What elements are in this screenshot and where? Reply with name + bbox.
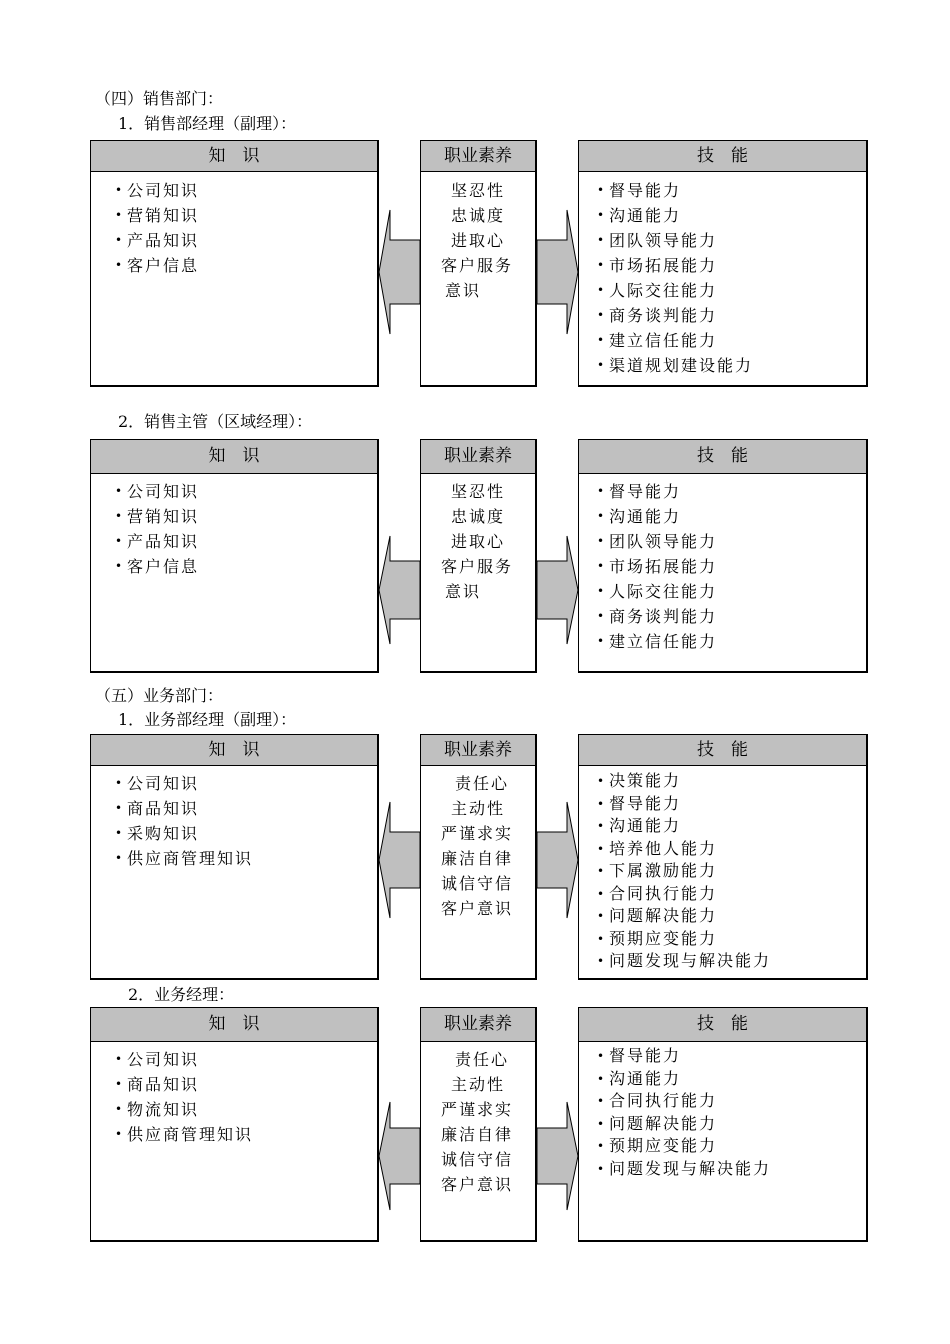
list-item: 忠诚度 [451,507,506,526]
list-item: 坚忍性 [451,482,506,501]
list-item: 责任心 [455,1050,510,1069]
subheading-business-dept-manager: 1．业务部经理（副理）： [118,710,297,729]
list-item: • 人际交往能力 [597,278,866,303]
list-item: • 物流知识 [115,1097,377,1122]
list-item: • 问题发现与解决能力 [597,950,866,973]
list-item: • 沟通能力 [597,504,866,529]
list-item: • 督导能力 [597,178,866,203]
left-arrow-icon [376,1100,422,1212]
list-item: • 采购知识 [115,821,377,846]
skills-box [578,1007,868,1242]
skills-box [578,734,868,980]
skills-list [597,770,866,973]
knowledge-list [115,178,377,278]
quality-box [420,140,537,387]
list-item: 进取心 [451,532,506,551]
knowledge-box [90,140,379,387]
list-item: • 商务谈判能力 [597,303,866,328]
skills-list [597,178,866,378]
quality-header: 职业素养 [421,1008,535,1042]
list-item: • 问题解决能力 [597,1113,866,1136]
list-item: • 决策能力 [597,770,866,793]
list-item: • 预期应变能力 [597,1135,866,1158]
list-item: • 商品知识 [115,796,377,821]
list-item: • 客户信息 [115,554,377,579]
skills-list [597,1045,866,1180]
skills-header: 技 能 [579,440,866,474]
knowledge-list [115,479,377,579]
list-item: 客户服务 [441,557,514,576]
skills-box [578,439,868,673]
knowledge-box [90,734,379,980]
list-item: • 公司知识 [115,479,377,504]
list-item: 廉洁自律 [441,849,514,868]
quality-header: 职业素养 [421,735,535,766]
list-item: • 督导能力 [597,1045,866,1068]
right-arrow-icon [535,1100,581,1212]
list-item: • 培养他人能力 [597,838,866,861]
list-item: • 公司知识 [115,1047,377,1072]
left-arrow-icon [376,800,422,920]
knowledge-header: 知 识 [91,1008,377,1042]
list-item: • 产品知识 [115,228,377,253]
right-arrow-icon [535,208,581,336]
knowledge-header: 知 识 [91,440,377,474]
list-item: • 营销知识 [115,203,377,228]
list-item: 严谨求实 [441,1100,514,1119]
list-item: • 人际交往能力 [597,579,866,604]
quality-list [441,178,535,303]
quality-box [420,734,537,980]
list-item: • 团队领导能力 [597,228,866,253]
list-item: • 市场拓展能力 [597,554,866,579]
list-item: • 建立信任能力 [597,629,866,654]
quality-box [420,1007,537,1242]
list-item: • 预期应变能力 [597,928,866,951]
list-item: • 产品知识 [115,529,377,554]
quality-header: 职业素养 [421,440,535,474]
list-item: • 商务谈判能力 [597,604,866,629]
list-item: • 建立信任能力 [597,328,866,353]
list-item: • 供应商管理知识 [115,1122,377,1147]
left-arrow-icon [376,208,422,336]
section-heading-business: （五）业务部门： [95,686,224,705]
list-item: • 供应商管理知识 [115,846,377,871]
list-item: 严谨求实 [441,824,514,843]
list-item: 坚忍性 [451,181,506,200]
list-item: 廉洁自律 [441,1125,514,1144]
list-item: • 客户信息 [115,253,377,278]
subheading-business-manager: 2．业务经理： [128,985,235,1004]
skills-header: 技 能 [579,1008,866,1042]
list-item: 忠诚度 [451,206,506,225]
list-item: • 下属激励能力 [597,860,866,883]
list-item: • 督导能力 [597,793,866,816]
list-item: 诚信守信 [441,1150,514,1169]
section-heading-sales: （四）销售部门： [95,89,224,108]
list-item: • 沟通能力 [597,1068,866,1091]
knowledge-list [115,1047,377,1147]
list-item: • 沟通能力 [597,203,866,228]
skills-header: 技 能 [579,141,866,172]
knowledge-header: 知 识 [91,141,377,172]
knowledge-header: 知 识 [91,735,377,766]
list-item: • 问题解决能力 [597,905,866,928]
quality-list [441,1047,535,1197]
subheading-sales-supervisor: 2．销售主管（区域经理）： [118,412,313,431]
quality-list [441,771,535,921]
list-item: • 团队领导能力 [597,529,866,554]
list-item: • 营销知识 [115,504,377,529]
list-item: • 合同执行能力 [597,883,866,906]
list-item: 意识 [445,582,482,601]
list-item: • 公司知识 [115,178,377,203]
list-item: • 沟通能力 [597,815,866,838]
right-arrow-icon [535,534,581,646]
list-item: • 问题发现与解决能力 [597,1158,866,1181]
list-item: 责任心 [455,774,510,793]
list-item: • 商品知识 [115,1072,377,1097]
list-item: • 渠道规划建设能力 [597,353,866,378]
quality-box [420,439,537,673]
subheading-sales-manager: 1．销售部经理（副理）： [118,114,297,133]
list-item: • 市场拓展能力 [597,253,866,278]
knowledge-box [90,439,379,673]
skills-box [578,140,868,387]
left-arrow-icon [376,534,422,646]
list-item: 客户意识 [441,899,514,918]
skills-list [597,479,866,654]
list-item: 主动性 [451,1075,506,1094]
list-item: 客户意识 [441,1175,514,1194]
quality-header: 职业素养 [421,141,535,172]
list-item: 客户服务 [441,256,514,275]
knowledge-box [90,1007,379,1242]
list-item: 意识 [445,281,482,300]
list-item: • 合同执行能力 [597,1090,866,1113]
list-item: 主动性 [451,799,506,818]
right-arrow-icon [535,800,581,920]
list-item: • 督导能力 [597,479,866,504]
list-item: 诚信守信 [441,874,514,893]
skills-header: 技 能 [579,735,866,766]
quality-list [441,479,535,604]
list-item: • 公司知识 [115,771,377,796]
list-item: 进取心 [451,231,506,250]
knowledge-list [115,771,377,871]
